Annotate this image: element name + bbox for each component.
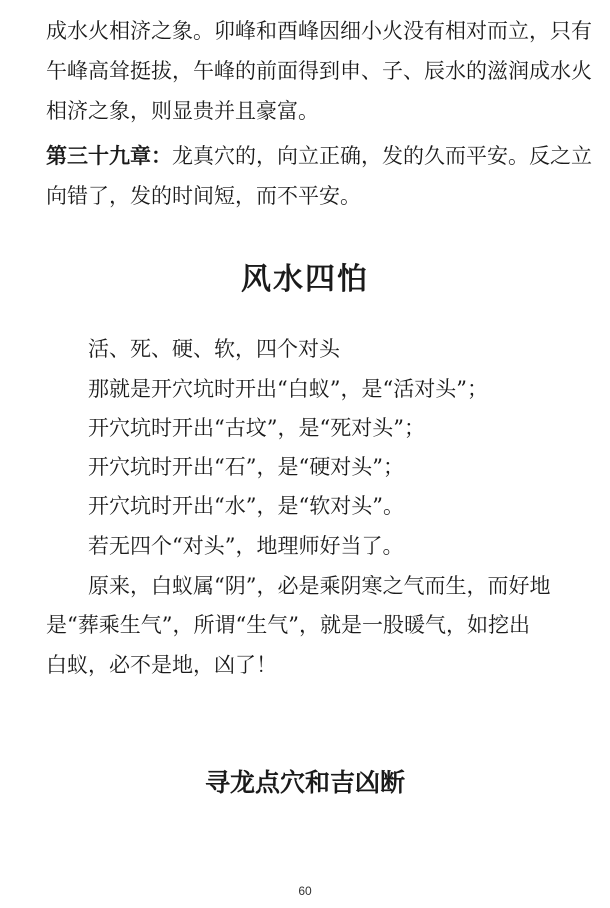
chapter-39-label: 第三十九章： <box>46 143 172 168</box>
chapter-39-text: 龙真穴的，向立正确，发的久而平安。反之立 <box>172 144 592 168</box>
body-text-line: 成水火相济之象。卯峰和酉峰因细小火没有相对而立，只有 <box>46 19 592 43</box>
body-text-line: 若无四个“对头”，地理师好当了。 <box>88 534 404 558</box>
section-heading: 风水四怕 <box>241 262 369 297</box>
page-number: 60 <box>298 884 312 898</box>
body-text-line: 原来，白蚁属“阴”，必是乘阴寒之气而生，而好地 <box>88 574 551 598</box>
body-text-line: 白蚁，必不是地，凶了！ <box>46 653 277 677</box>
body-text-line: 向错了，发的时间短，而不平安。 <box>46 184 361 208</box>
body-text-line: 开穴坑时开出“水”，是“软对头”。 <box>88 494 404 518</box>
body-text-line: 午峰高耸挺拔，午峰的前面得到申、子、辰水的滋润成水火 <box>46 59 592 83</box>
chapter-39-line <box>46 141 592 171</box>
body-text-line: 是“葬乘生气”，所谓“生气”，就是一股暖气，如挖出 <box>46 613 530 637</box>
section-heading: 寻龙点穴和吉凶断 <box>204 768 405 797</box>
body-text-line: 活、死、硬、软，四个对头 <box>88 337 340 361</box>
body-text-line: 相济之象，则显贵并且豪富。 <box>46 99 319 123</box>
body-text-line: 开穴坑时开出“石”，是“硬对头”； <box>88 455 404 479</box>
body-text-line: 开穴坑时开出“古坟”，是“死对头”； <box>88 416 425 440</box>
body-text-line: 那就是开穴坑时开出“白蚁”，是“活对头”； <box>88 377 488 401</box>
